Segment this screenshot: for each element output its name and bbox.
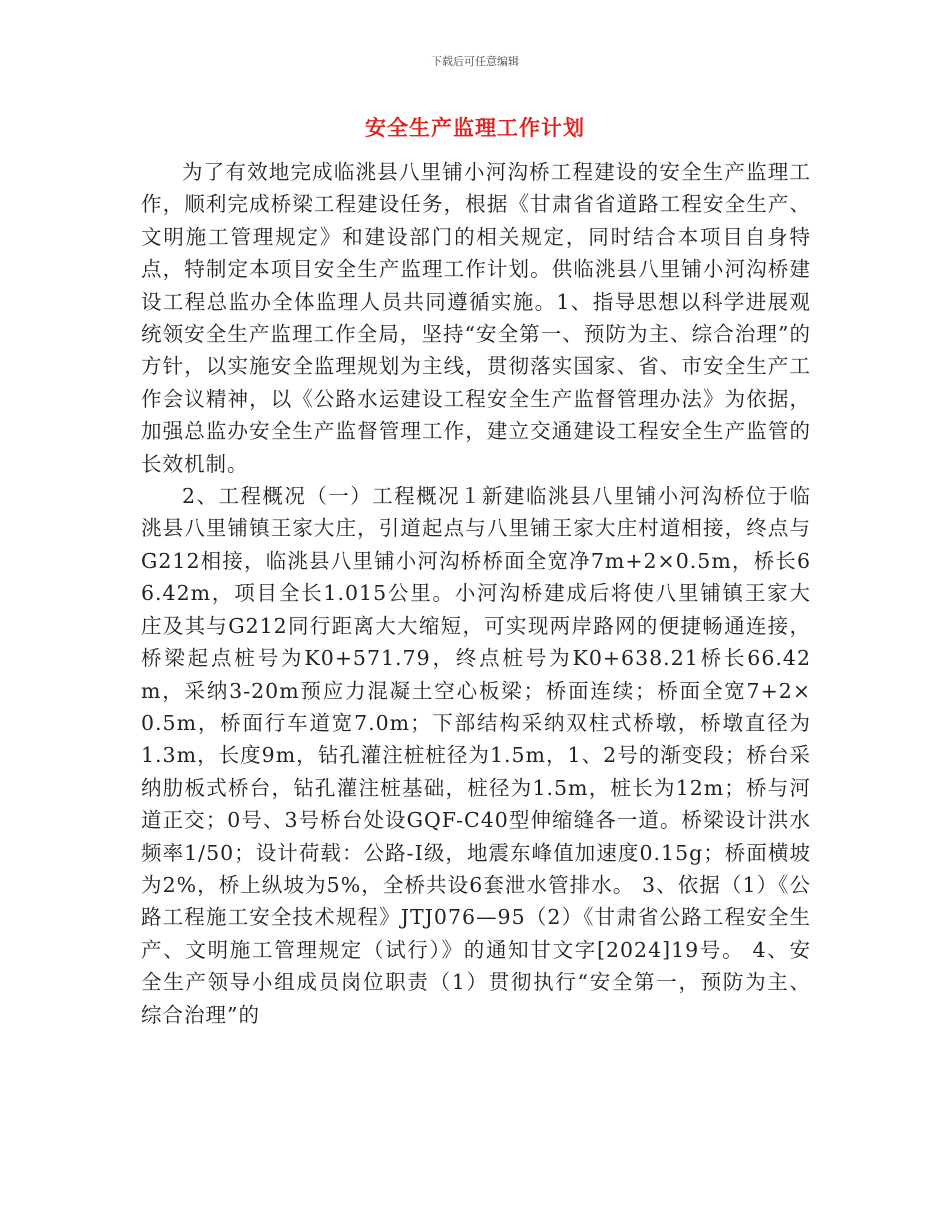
document-body [141, 156, 811, 1031]
document-title: 安全生产监理工作计划 [365, 116, 585, 140]
header-note: 下载后可任意编辑 [431, 55, 519, 68]
paragraph-introduction: 为了有效地完成临洮县八里铺小河沟桥工程建设的安全生产监理工作，顺利完成桥梁工程建设任务，根据《甘肃省省道路工程安全生产、文明施工管理规定》和建设部门的相关规定，同时结合本项目自身特点，特制定本项目安全生产监理工作计划。供临洮县八里铺小河沟桥建设工程总监办全体监理人员共同遵循实施。1、指导思想以科学进展观统领安全生产监理工作全局，坚持“安全第一、预防为主、综合治理”的方针，以实施安全监理规划为主线，贯彻落实国家、省、市安全生产工作会议精神，以《公路水运建设工程安全生产监督管理办法》为依据，加强总监办安全生产监督管理工作，建立交通建设工程安全生产监管的长效机制。 [141, 160, 811, 476]
paragraph-project-overview: 2、工程概况（一）工程概况１新建临洮县八里铺小河沟桥位于临洮县八里铺镇王家大庄，引道起点与八里铺王家大庄村道相接，终点与G212相接，临洮县八里铺小河沟桥桥面全宽净7m+2×0.5m，桥长66.42m，项目全长1.015公里。小河沟桥建成后将使八里铺镇王家大庄及其与G212同行距离大大缩短，可实现两岸路网的便捷畅通连接，桥梁起点桩号为K0+571.79，终点桩号为K0+638.21桥长66.42m，采纳3-20m预应力混凝土空心板梁；桥面连续；桥面全宽7+2×0.5m，桥面行车道宽7.0m；下部结构采纳双柱式桥墩，桥墩直径为1.3m，长度9m，钻孔灌注桩桩径为1.5m，1、2号的渐变段；桥台采纳肋板式桥台，钻孔灌注桩基础，桩径为1.5m，桩长为12m；桥与河道正交；0号、3号桥台处设GQF-C40型伸缩缝各一道。桥梁设计洪水频率1/50；设计荷载：公路-Ⅰ级，地震东峰值加速度0.15g；桥面横坡为2%，桥上纵坡为5%，全桥共设6套泄水管排水。 3、依据（1）《公路工程施工安全技术规程》JTJ076—95（2）《甘肃省公路工程安全生产、文明施工管理规定（试行）》的通知甘文字[2024]19号。 4、安全生产领导小组成员岗位职责（1）贯彻执行“安全第一，预防为主、综合治理”的 [141, 484, 811, 1027]
